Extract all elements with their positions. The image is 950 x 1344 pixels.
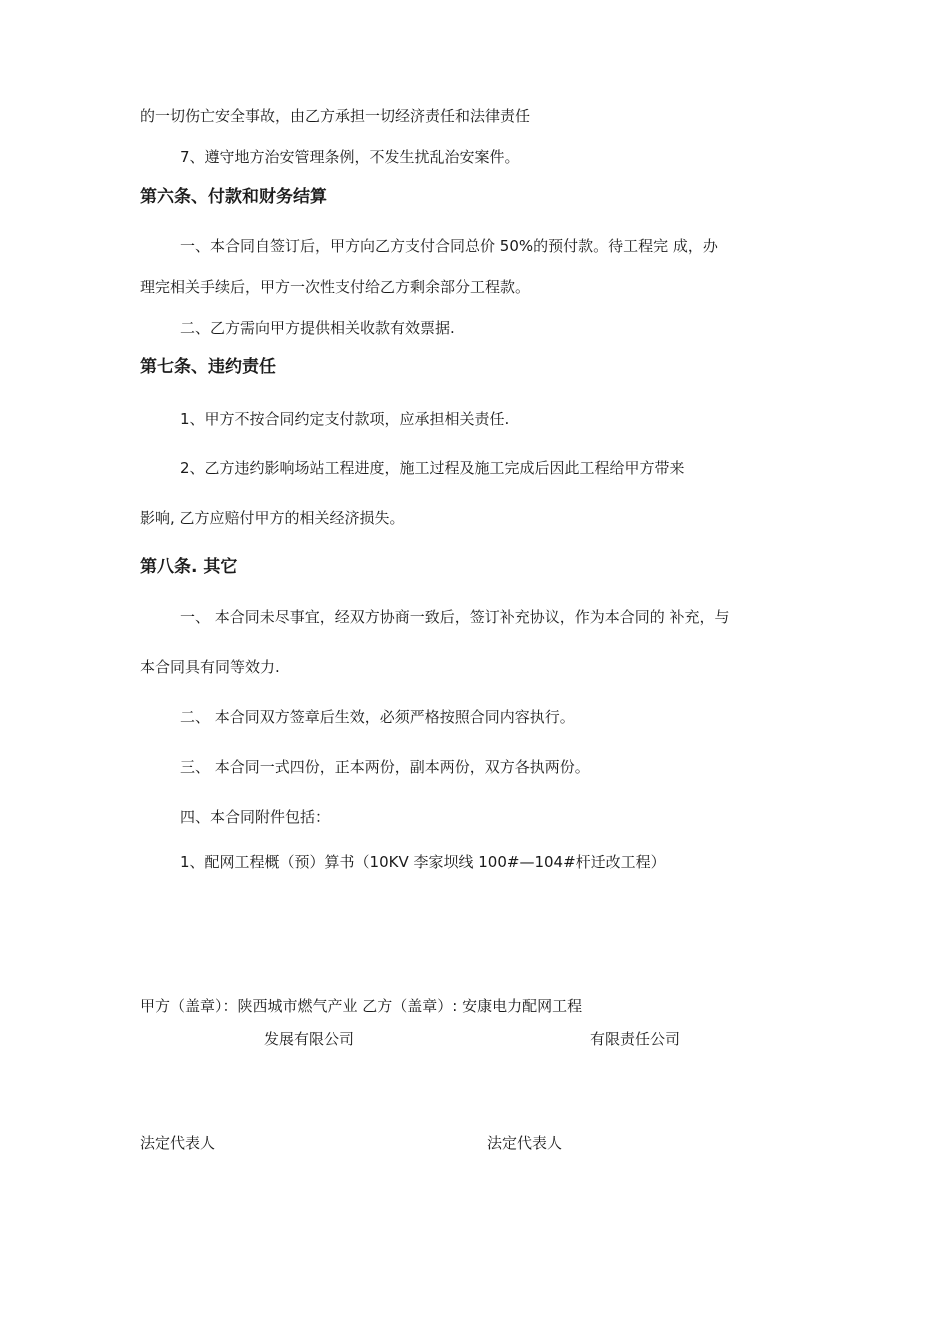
attachment-item: 1、配网工程概（预）算书（10KV 李家坝线 100#—104#杆迁改工程）	[180, 853, 666, 871]
clause-item: 二、乙方需向甲方提供相关收款有效票据.	[180, 319, 455, 337]
clause-text: 理完相关手续后，甲方一次性支付给乙方剩余部分工程款。	[140, 278, 531, 296]
legal-representative-b: 法定代表人	[487, 1134, 563, 1152]
party-a-name-continued: 发展有限公司	[264, 1030, 355, 1048]
article-7-heading: 第七条、违约责任	[140, 357, 276, 377]
clause-item: 一、本合同自签订后，甲方向乙方支付合同总价 50%的预付款。待工程完 成，办	[180, 237, 718, 255]
clause-item: 四、本合同附件包括：	[180, 808, 331, 826]
clause-item: 一、 本合同未尽事宜，经双方协商一致后，签订补充协议，作为本合同的 补充，与	[180, 608, 730, 626]
clause-item: 二、 本合同双方签章后生效，必须严格按照合同内容执行。	[180, 708, 575, 726]
clause-item: 三、 本合同一式四份，正本两份，副本两份，双方各执两份。	[180, 758, 590, 776]
clause-item: 7、遵守地方治安管理条例，不发生扰乱治安案件。	[180, 148, 520, 166]
clause-text: 的一切伤亡安全事故，由乙方承担一切经济责任和法律责任	[140, 107, 531, 125]
clause-item: 1、甲方不按合同约定支付款项，应承担相关责任.	[180, 410, 510, 428]
article-6-heading: 第六条、付款和财务结算	[140, 187, 327, 207]
party-b-name-continued: 有限责任公司	[590, 1030, 681, 1048]
article-8-heading: 第八条. 其它	[140, 557, 238, 577]
signature-party-line: 甲方（盖章）：陕西城市燃气产业 乙方（盖章）: 安康电力配网工程	[140, 997, 583, 1015]
clause-item: 2、乙方违约影响场站工程进度，施工过程及施工完成后因此工程给甲方带来	[180, 459, 685, 477]
clause-text: 本合同具有同等效力.	[140, 658, 280, 676]
clause-text: 影响, 乙方应赔付甲方的相关经济损失。	[140, 509, 405, 527]
legal-representative-a: 法定代表人	[140, 1134, 216, 1152]
